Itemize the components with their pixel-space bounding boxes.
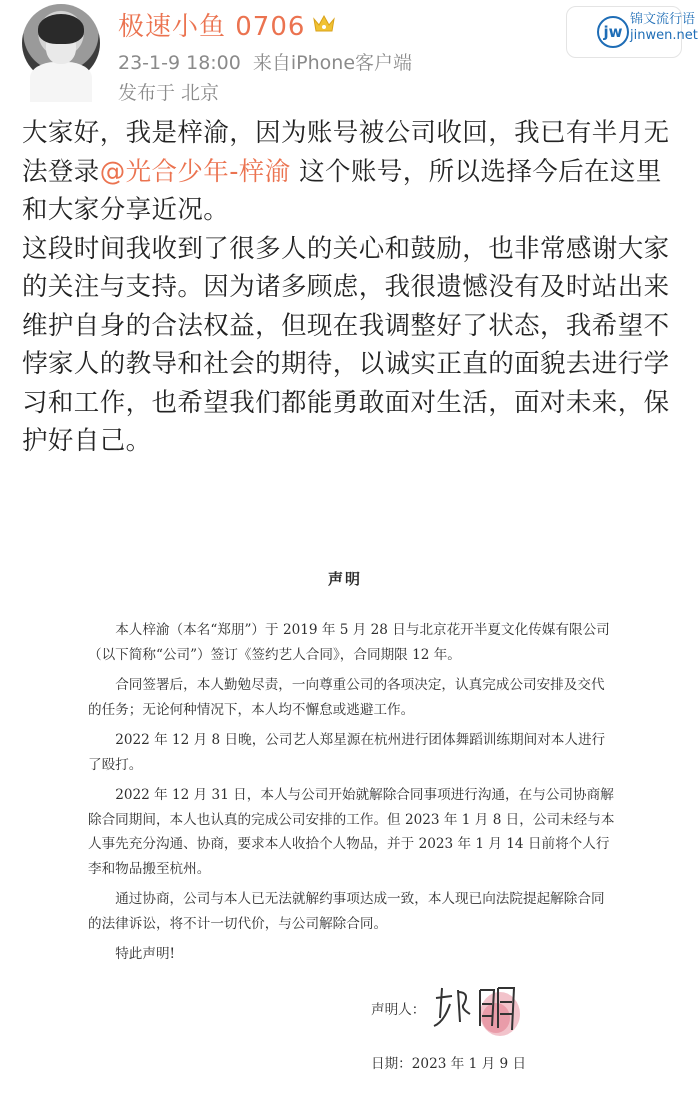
site-watermark <box>596 8 698 52</box>
post-meta <box>118 48 412 75</box>
watermark-url: jinwen.net <box>630 28 698 43</box>
post-paragraph-2: 这段时间我收到了很多人的关心和鼓励，也非常感谢大家的关注与支持。因为诸多顾虑，我很遗憾没有及时站出来维护自身的合法权益，但现在我调整好了状态，我希望不悖家人的教导和社会的期待，以诚实正直的面貌去进行学习和工作，也希望我们都能勇敢面对生活，面对未来，保护好自己。 <box>22 233 670 456</box>
statement-body <box>88 618 618 973</box>
statement-image[interactable] <box>0 478 690 1093</box>
handwritten-signature <box>430 978 526 1040</box>
post-timestamp: 23-1-9 18:00 <box>118 52 241 74</box>
statement-paragraph: 通过协商，公司与本人已无法就解约事项达成一致，本人现已向法院提起解除合同的法律诉讼，将不计一切代价，与公司解除合同。 <box>88 891 605 932</box>
statement-paragraph: 特此声明! <box>115 946 176 962</box>
watermark-logo-icon <box>596 12 630 52</box>
post-client: 来自iPhone客户端 <box>252 52 413 74</box>
username-row <box>118 4 337 44</box>
post-paragraph-1: 大家好，我是梓渝，因为账号被公司收回，我已有半月无法登录@光合少年-梓渝 这个账号，所以选择今后在这里和大家分享近况。 <box>22 118 670 225</box>
statement-paragraph: 合同签署后，本人勤勉尽责，一向尊重公司的各项决定，认真完成公司安排及交代的任务；无论何种情况下，本人均不懈怠或逃避工作。 <box>88 677 605 718</box>
watermark-title: 锦文流行语 <box>630 12 696 27</box>
statement-paragraph: 本人梓渝（本名“郑朋”）于 2019 年 5 月 28 日与北京花开半夏文化传媒有限公司（以下简称“公司”）签订《签约艺人合同》，合同期限 12 年。 <box>88 622 610 663</box>
svg-text:jw: jw <box>603 23 623 41</box>
post-body <box>22 114 672 461</box>
crown-icon <box>311 12 337 36</box>
statement-paragraph: 2022 年 12 月 31 日，本人与公司开始就解除合同事项进行沟通，在与公司协商解除合同期间，本人也认真的完成公司安排的工作。但 2023 年 1 月 8 日，公司未经与本人事先充分沟通、协商，要求本人收拾个人物品，并于 2023 年 1 月 14 日前将个人行李和物品搬至杭州。 <box>88 787 615 877</box>
post-header <box>0 0 698 110</box>
post-location: 发布于 北京 <box>118 82 220 104</box>
statement-signer-label: 声明人： <box>371 1002 426 1018</box>
statement-title: 声明 <box>327 570 362 588</box>
statement-paragraph: 2022 年 12 月 8 日晚，公司艺人郑星源在杭州进行团体舞蹈训练期间对本人进行了殴打。 <box>88 732 606 773</box>
mention-link[interactable]: @光合少年-梓渝 <box>99 156 291 187</box>
statement-date: 日期：2023 年 1 月 9 日 <box>371 1056 527 1072</box>
username[interactable]: 极速小鱼 0706 <box>118 11 306 42</box>
avatar[interactable] <box>22 4 100 82</box>
